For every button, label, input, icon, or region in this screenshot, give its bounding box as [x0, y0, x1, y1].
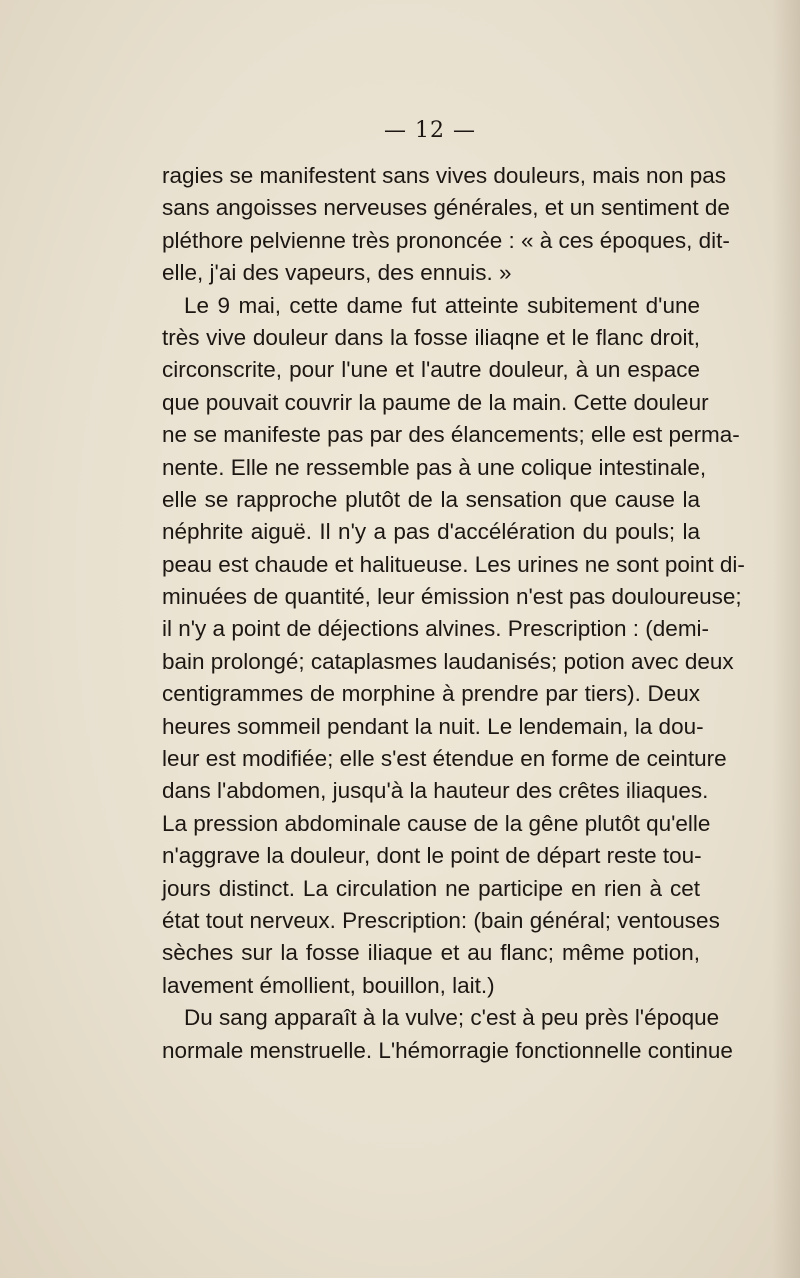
text-line: circonscrite, pour l'une et l'autre douleur, à un espace — [162, 357, 700, 383]
text-line: elle, j'ai des vapeurs, des ennuis. » — [162, 260, 512, 286]
text-line: que pouvait couvrir la paume de la main. Cette douleur — [162, 389, 709, 415]
text-line: La pression abdominale cause de la gêne plutôt qu'elle — [162, 810, 711, 836]
text-line: centigrammes de morphine à prendre par tiers). Deux — [162, 681, 700, 707]
text-line: peau est chaude et halitueuse. Les urines ne sont point di- — [162, 551, 745, 577]
text-line: lavement émollient, bouillon, lait.) — [162, 972, 495, 998]
text-line: n'aggrave la douleur, dont le point de départ reste tou- — [162, 843, 702, 869]
text-line: néphrite aiguë. Il n'y a pas d'accélération du pouls; la — [162, 519, 700, 545]
text-line: minuées de quantité, leur émission n'est pas douloureuse; — [162, 584, 742, 610]
body-text — [162, 160, 745, 1067]
text-line: nente. Elle ne ressemble pas à une colique intestinale, — [162, 454, 707, 480]
text-line: pléthore pelvienne très prononcée : « à ces époques, dit- — [162, 227, 730, 253]
text-line: Le 9 mai, cette dame fut atteinte subitement d'une — [184, 292, 700, 318]
text-line: Du sang apparaît à la vulve; c'est à peu près l'époque — [184, 1005, 720, 1031]
page-edge-shadow — [772, 0, 800, 1278]
text-line: il n'y a point de déjections alvines. Prescription : (demi- — [162, 616, 710, 642]
text-line: ragies se manifestent sans vives douleurs, mais non pas — [162, 163, 727, 188]
text-line: état tout nerveux. Prescription: (bain général; ventouses — [162, 907, 720, 933]
text-line: jours distinct. La circulation ne participe en rien à cet — [162, 875, 700, 901]
text-line: bain prolongé; cataplasmes laudanisés; potion avec deux — [162, 648, 734, 674]
text-line: ne se manifeste pas par des élancements; elle est perma- — [162, 422, 740, 448]
text-line: heures sommeil pendant la nuit. Le lendemain, la dou- — [162, 713, 704, 739]
text-line: sèches sur la fosse iliaque et au flanc; même potion, — [162, 940, 700, 966]
text-line: sans angoisses nerveuses générales, et un sentiment de — [162, 195, 730, 221]
text-line: normale menstruelle. L'hémorragie fonctionnelle continue — [162, 1037, 733, 1063]
page-number: — 12 — — [384, 118, 476, 143]
text-line: leur est modifiée; elle s'est étendue en forme de ceinture — [162, 746, 727, 772]
text-line: très vive douleur dans la fosse iliaqne et le flanc droit, — [162, 324, 700, 350]
text-line: dans l'abdomen, jusqu'à la hauteur des crêtes iliaques. — [162, 778, 709, 804]
text-line: elle se rapproche plutôt de la sensation que cause la — [162, 486, 700, 512]
